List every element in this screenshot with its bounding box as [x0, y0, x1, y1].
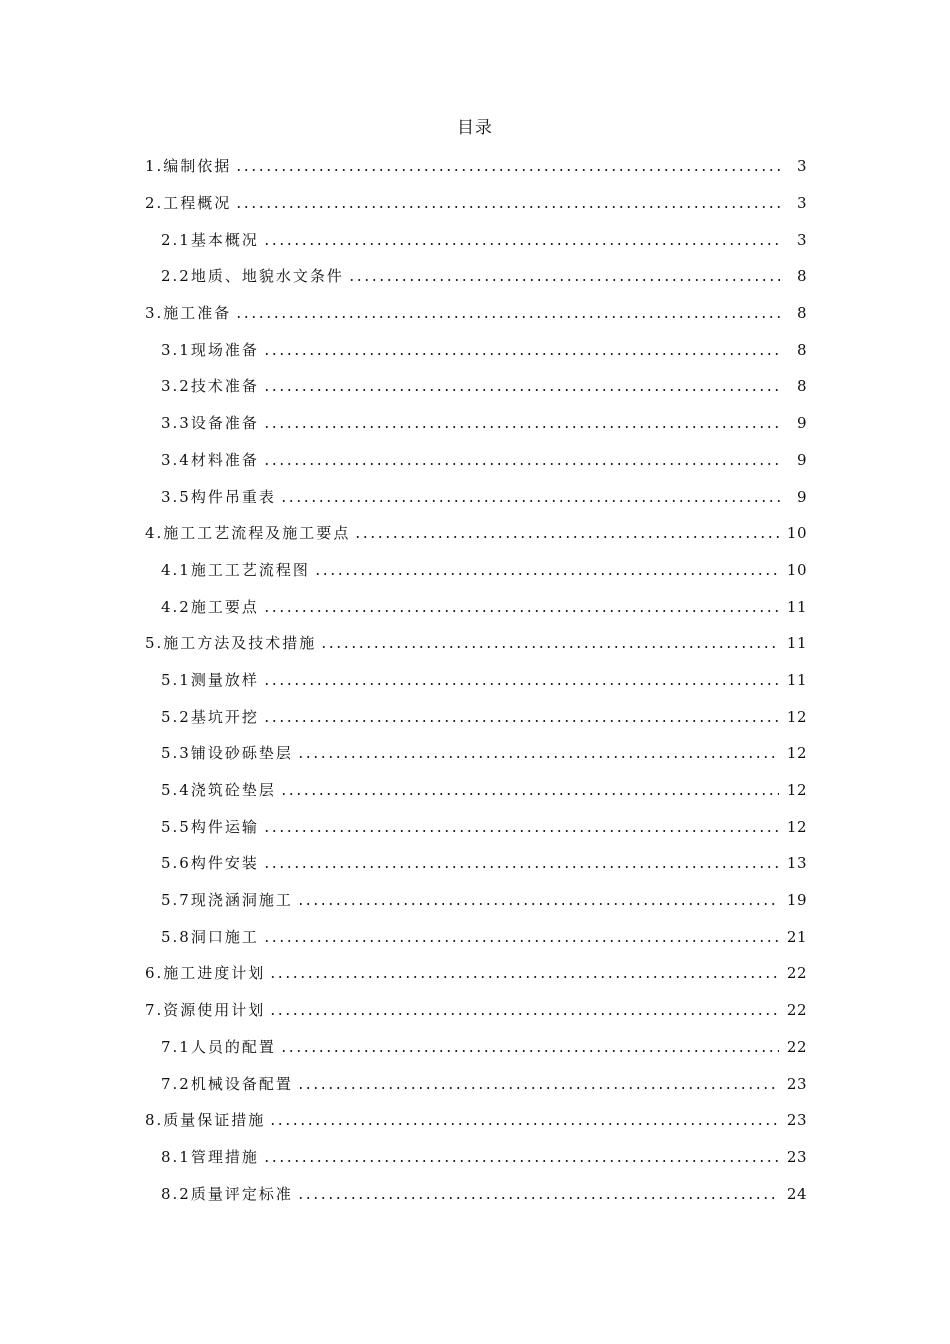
toc-entry-page-number: 9 [796, 450, 807, 469]
toc-entry-label: 5.4浇筑砼垫层 [161, 780, 280, 800]
toc-dot-leader [263, 609, 779, 613]
toc-entry-label: 7.1人员的配置 [161, 1037, 280, 1057]
toc-entry-label: 5.5构件运输 [161, 817, 263, 837]
toc-dot-leader [297, 1086, 779, 1090]
toc-entry-label: 8.1管理措施 [161, 1147, 263, 1167]
toc-entry-page-number: 8 [796, 377, 807, 396]
toc-entry[interactable] [145, 478, 807, 515]
toc-entry-page-number: 19 [786, 891, 807, 910]
toc-entry[interactable] [145, 368, 807, 405]
toc-entry[interactable] [145, 221, 807, 258]
toc-entry-label: 5.7现浇涵洞施工 [161, 890, 297, 910]
toc-entry[interactable] [145, 735, 807, 772]
toc-dot-leader [297, 902, 779, 906]
toc-entry-page-number: 3 [796, 157, 807, 176]
toc-entry[interactable] [145, 185, 807, 222]
toc-entry-label: 2.2地质、地貌水文条件 [161, 266, 348, 286]
toc-dot-leader [235, 315, 781, 319]
toc-dot-leader [263, 388, 781, 392]
toc-entry-page-number: 3 [796, 194, 807, 213]
toc-entry-page-number: 22 [786, 1037, 807, 1056]
toc-entry[interactable] [145, 662, 807, 699]
toc-entry-label: 7.资源使用计划 [145, 1000, 269, 1020]
toc-entry[interactable] [145, 331, 807, 368]
toc-dot-leader [280, 499, 781, 503]
toc-dot-leader [269, 1122, 779, 1126]
toc-dot-leader [263, 242, 781, 246]
toc-entry[interactable] [145, 1029, 807, 1066]
toc-entry[interactable] [145, 882, 807, 919]
toc-dot-leader [263, 719, 779, 723]
toc-title: 目录 [457, 118, 493, 138]
toc-entry[interactable] [145, 992, 807, 1029]
toc-entry-page-number: 10 [786, 560, 807, 579]
toc-entry-label: 6.施工进度计划 [145, 963, 269, 983]
toc-entry[interactable] [145, 955, 807, 992]
toc-entry-label: 3.4材料准备 [161, 450, 263, 470]
toc-entry-page-number: 13 [786, 854, 807, 873]
toc-entry[interactable] [145, 1175, 807, 1212]
toc-entry[interactable] [145, 552, 807, 589]
toc-entry[interactable] [145, 808, 807, 845]
toc-entry[interactable] [145, 442, 807, 479]
toc-dot-leader [320, 645, 779, 649]
toc-entry[interactable] [145, 405, 807, 442]
toc-entry-label: 2.1基本概况 [161, 230, 263, 250]
toc-entry[interactable] [145, 588, 807, 625]
toc-dot-leader [297, 1196, 779, 1200]
toc-entry[interactable] [145, 772, 807, 809]
toc-entry-page-number: 22 [786, 1001, 807, 1020]
toc-entry-label: 5.1测量放样 [161, 670, 263, 690]
toc-entry-label: 2.工程概况 [145, 193, 235, 213]
toc-entry[interactable] [145, 1102, 807, 1139]
toc-entry-label: 1.编制依据 [145, 156, 235, 176]
toc-entry[interactable] [145, 1065, 807, 1102]
toc-dot-leader [263, 682, 779, 686]
toc-entry-page-number: 11 [786, 597, 807, 616]
toc-entry-page-number: 23 [786, 1111, 807, 1130]
toc-list [145, 148, 807, 1212]
toc-entry-label: 4.1施工工艺流程图 [161, 560, 314, 580]
toc-entry-page-number: 8 [796, 267, 807, 286]
toc-entry-page-number: 12 [786, 707, 807, 726]
toc-dot-leader [314, 572, 779, 576]
toc-entry-label: 5.8洞口施工 [161, 927, 263, 947]
toc-entry-page-number: 3 [796, 230, 807, 249]
toc-dot-leader [263, 829, 779, 833]
toc-dot-leader [235, 168, 781, 172]
toc-dot-leader [269, 975, 779, 979]
toc-entry[interactable] [145, 845, 807, 882]
toc-dot-leader [263, 865, 779, 869]
toc-entry-page-number: 9 [796, 487, 807, 506]
toc-entry-label: 5.施工方法及技术措施 [145, 633, 320, 653]
toc-entry[interactable] [145, 918, 807, 955]
toc-entry-page-number: 12 [786, 744, 807, 763]
toc-entry-label: 3.5构件吊重表 [161, 487, 280, 507]
toc-entry-page-number: 12 [786, 817, 807, 836]
toc-dot-leader [263, 939, 779, 943]
toc-entry-label: 5.3铺设砂砾垫层 [161, 743, 297, 763]
toc-entry-label: 4.2施工要点 [161, 597, 263, 617]
toc-entry-page-number: 23 [786, 1147, 807, 1166]
toc-entry-label: 3.施工准备 [145, 303, 235, 323]
toc-entry-label: 3.3设备准备 [161, 413, 263, 433]
toc-dot-leader [297, 755, 779, 759]
toc-entry-label: 8.2质量评定标准 [161, 1184, 297, 1204]
toc-entry[interactable] [145, 258, 807, 295]
toc-dot-leader [354, 535, 779, 539]
toc-dot-leader [348, 278, 781, 282]
toc-entry-label: 4.施工工艺流程及施工要点 [145, 523, 354, 543]
toc-entry-page-number: 9 [796, 414, 807, 433]
toc-entry[interactable] [145, 625, 807, 662]
toc-dot-leader [263, 352, 781, 356]
toc-entry-page-number: 12 [786, 781, 807, 800]
toc-entry-page-number: 8 [796, 340, 807, 359]
toc-entry-page-number: 8 [796, 304, 807, 323]
toc-entry-page-number: 11 [786, 670, 807, 689]
toc-entry-page-number: 21 [786, 927, 807, 946]
toc-entry-label: 5.2基坑开挖 [161, 707, 263, 727]
toc-entry-page-number: 22 [786, 964, 807, 983]
toc-dot-leader [263, 1159, 779, 1163]
toc-entry[interactable] [145, 1139, 807, 1176]
toc-dot-leader [263, 462, 781, 466]
toc-entry-page-number: 10 [786, 524, 807, 543]
toc-entry-page-number: 23 [786, 1074, 807, 1093]
toc-entry-label: 3.2技术准备 [161, 376, 263, 396]
toc-dot-leader [263, 425, 781, 429]
toc-entry[interactable] [145, 148, 807, 185]
toc-dot-leader [280, 792, 779, 796]
toc-entry-page-number: 24 [786, 1184, 807, 1203]
toc-dot-leader [269, 1012, 779, 1016]
toc-entry-label: 3.1现场准备 [161, 340, 263, 360]
toc-entry-page-number: 11 [786, 634, 807, 653]
toc-entry[interactable] [145, 295, 807, 332]
toc-entry-label: 7.2机械设备配置 [161, 1074, 297, 1094]
toc-entry[interactable] [145, 515, 807, 552]
toc-entry-label: 5.6构件安装 [161, 853, 263, 873]
toc-entry[interactable] [145, 698, 807, 735]
toc-dot-leader [235, 205, 781, 209]
toc-entry-label: 8.质量保证措施 [145, 1110, 269, 1130]
toc-dot-leader [280, 1049, 779, 1053]
